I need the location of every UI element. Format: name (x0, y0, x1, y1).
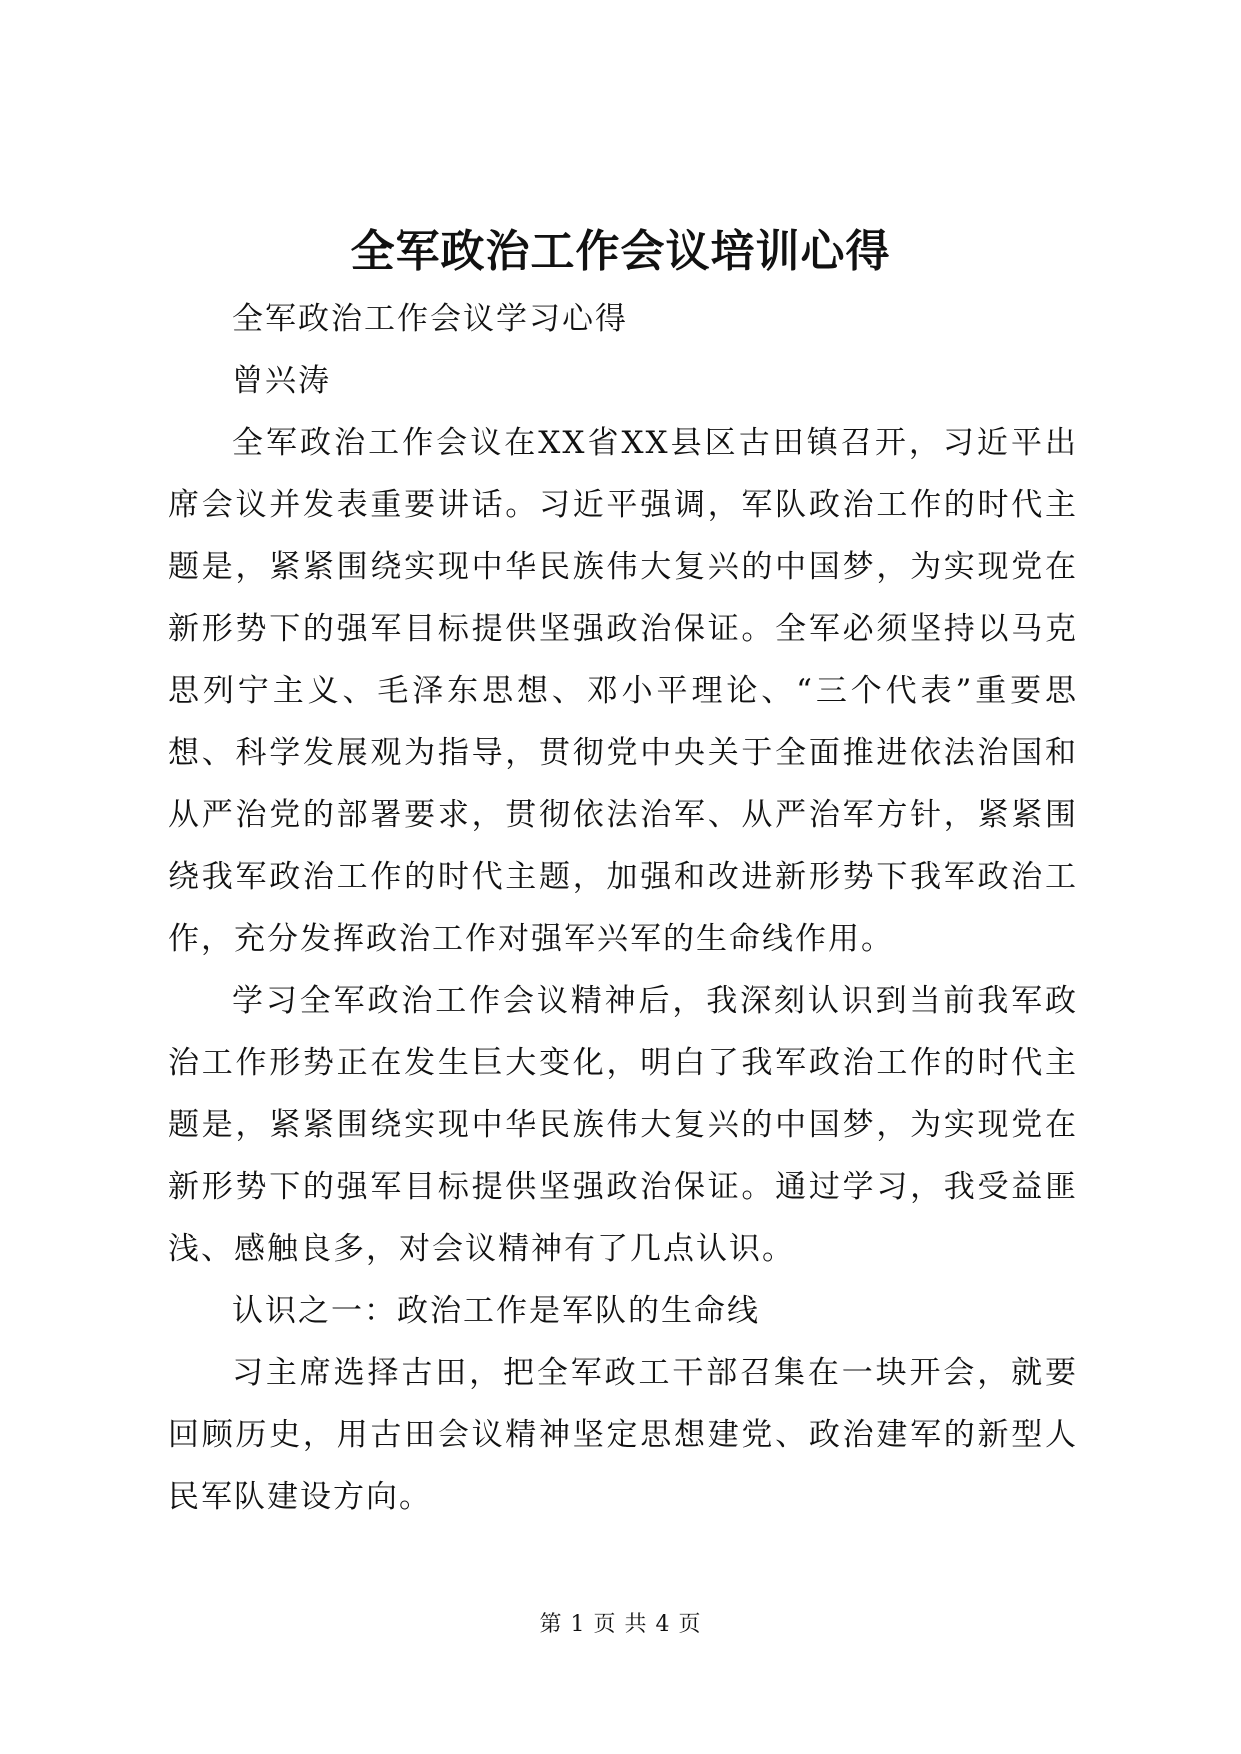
body-paragraph: 全军政治工作会议在XX省XX县区古田镇召开，习近平出席会议并发表重要讲话。习近平强调，军队政治工作的时代主题是，紧紧围绕实现中华民族伟大复兴的中国梦，为实现党在新形势下的强军目标提供坚强政治保证。全军必须坚持以马克思列宁主义、毛泽东思想、邓小平理论、“三个代表”重要思想、科学发展观为指导，贯彻党中央关于全面推进依法治国和从严治党的部署要求，贯彻依法治军、从严治军方针，紧紧围绕我军政治工作的时代主题，加强和改进新形势下我军政治工作，充分发挥政治工作对强军兴军的生命线作用。 (168, 425, 1078, 957)
author-paragraph: 曾兴涛 (232, 363, 331, 399)
body-paragraph: 习主席选择古田，把全军政工干部召集在一块开会，就要回顾历史，用古田会议精神坚定思想建党、政治建军的新型人民军队建设方向。 (168, 1355, 1078, 1515)
section-heading: 认识之一：政治工作是军队的生命线 (232, 1293, 760, 1329)
body-paragraph: 学习全军政治工作会议精神后，我深刻认识到当前我军政治工作形势正在发生巨大变化，明白了我军政治工作的时代主题是，紧紧围绕实现中华民族伟大复兴的中国梦，为实现党在新形势下的强军目标提供坚强政治保证。通过学习，我受益匪浅、感触良多，对会议精神有了几点认识。 (168, 983, 1078, 1267)
document-title: 全军政治工作会议培训心得 (350, 226, 891, 277)
subtitle-paragraph: 全军政治工作会议学习心得 (232, 301, 628, 337)
page-number-footer: 第 1 页 共 4 页 (539, 1612, 702, 1637)
document-body (168, 288, 1078, 1528)
